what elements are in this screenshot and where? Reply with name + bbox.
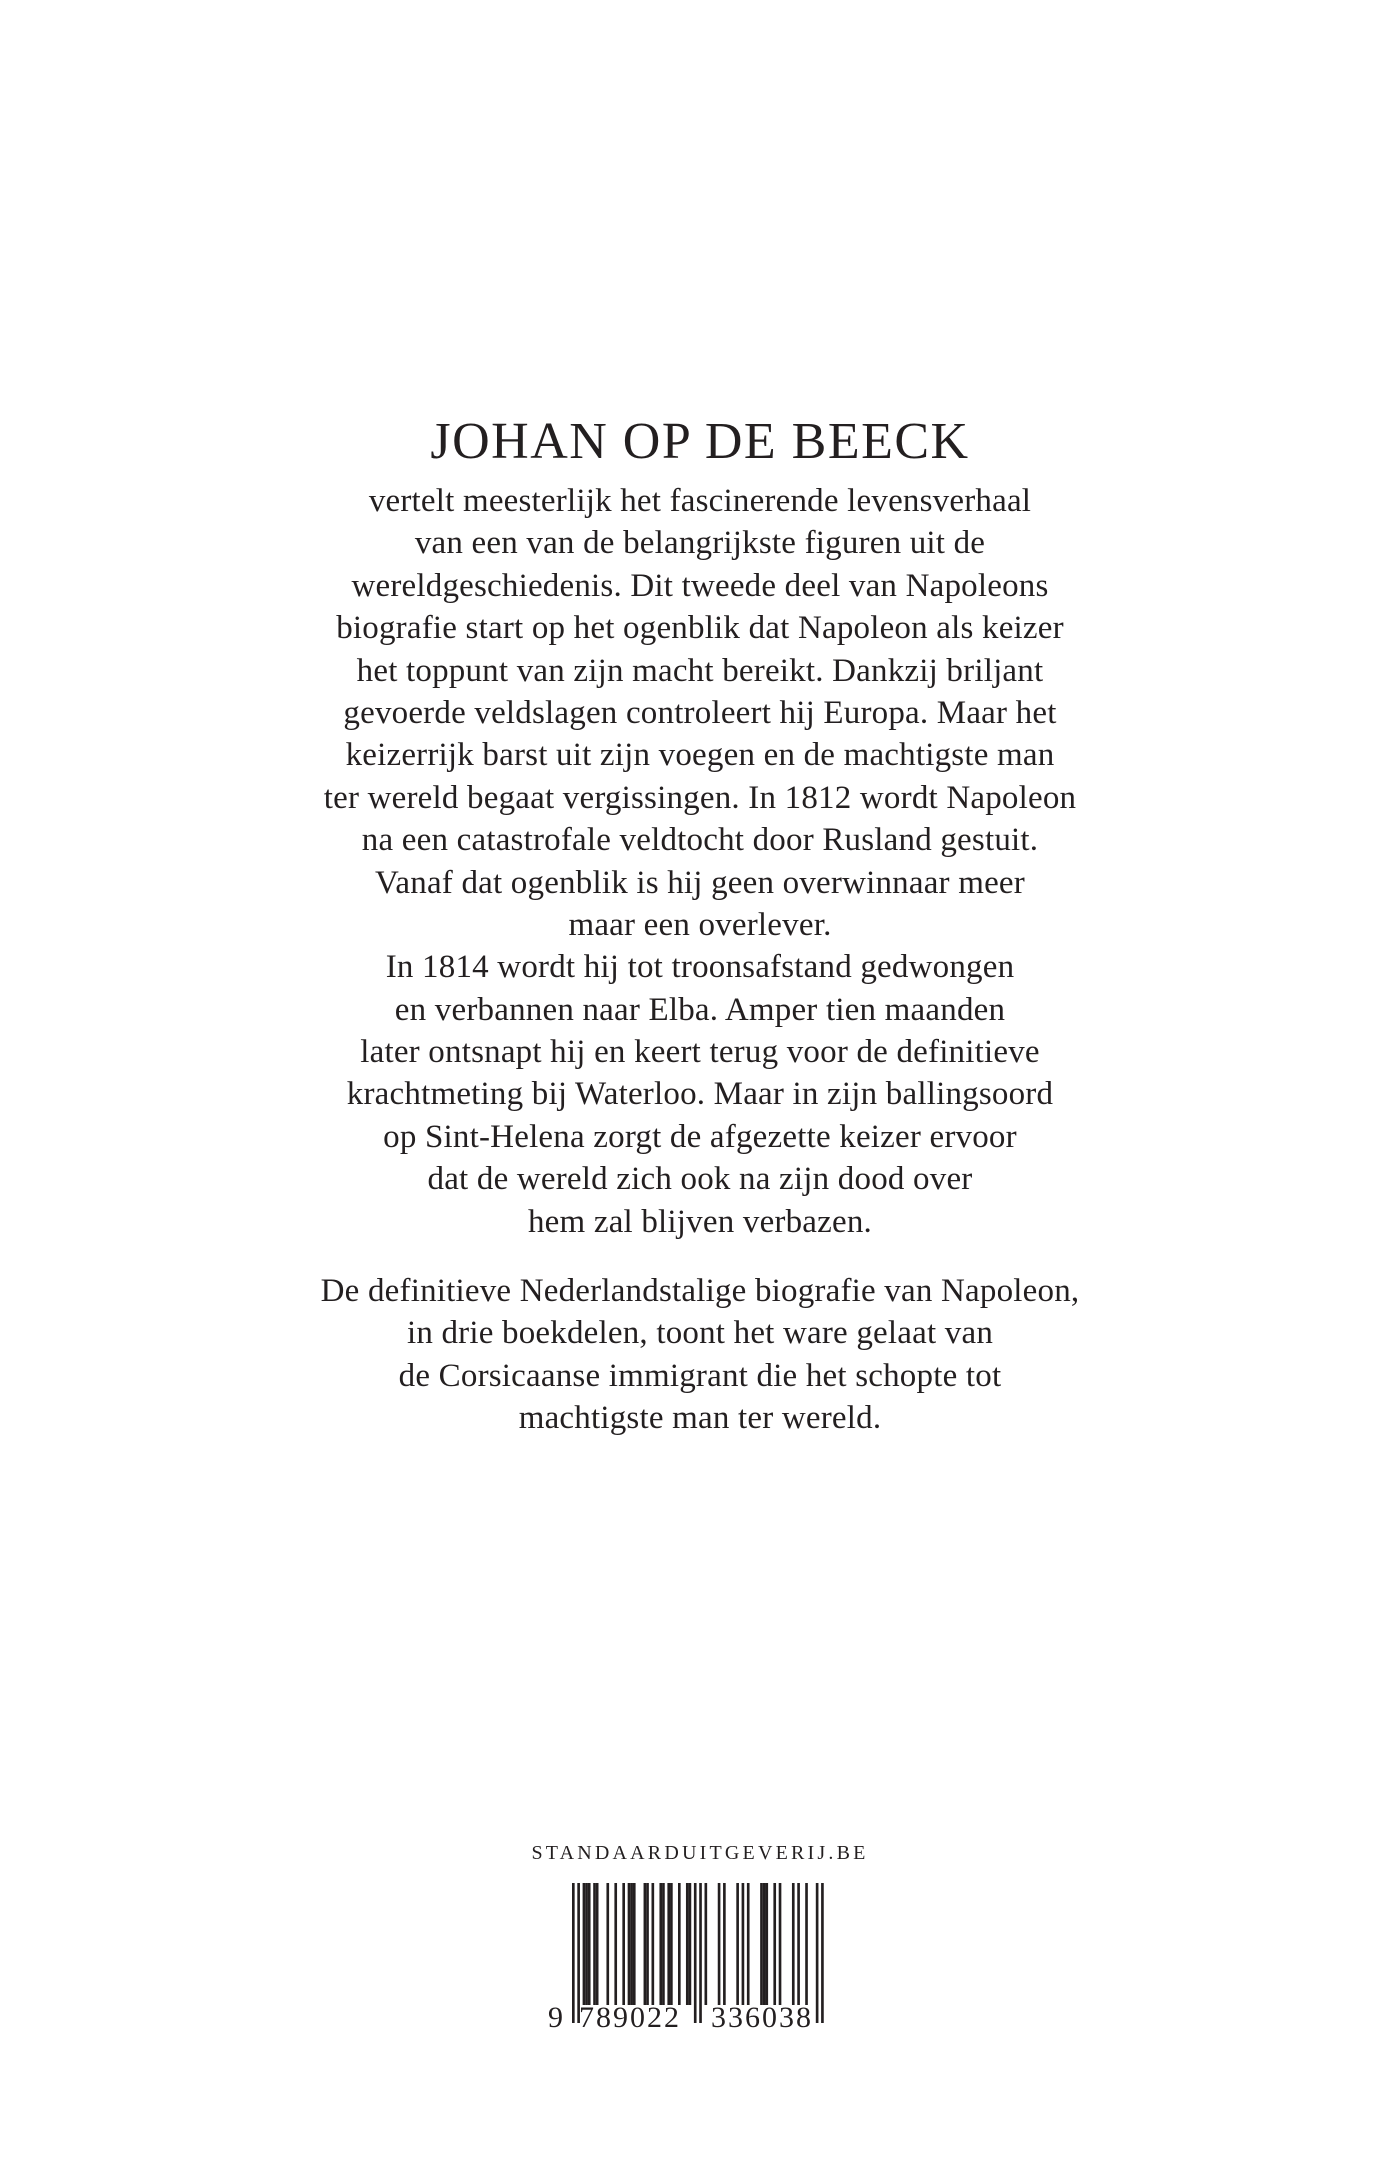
barcode-bar xyxy=(652,1883,655,2005)
blurb-line: hem zal blijven verbazen. xyxy=(527,1203,872,1240)
blurb-line: en verbannen naar Elba. Amper tien maanden xyxy=(394,991,1006,1028)
barcode-guard-bar xyxy=(821,1883,824,2023)
author-name: JOHAN OP DE BEECK xyxy=(430,413,970,470)
barcode-guard-bar xyxy=(816,1883,819,2023)
barcode-bar xyxy=(633,1883,636,2005)
barcode-bar xyxy=(630,1883,633,2005)
blurb-line: ter wereld begaat vergissingen. In 1812 wordt Napoleon xyxy=(323,779,1077,816)
barcode-bar xyxy=(583,1883,586,2005)
barcode-bar xyxy=(646,1883,649,2005)
barcode-bar xyxy=(736,1883,739,2005)
barcode-bar xyxy=(747,1883,750,2005)
isbn-right-group: 336038 xyxy=(711,2001,813,2033)
blurb-line: na een catastrofale veldtocht door Rusland gestuit. xyxy=(361,822,1039,859)
blurb-line: dat de wereld zich ook na zijn dood over xyxy=(427,1161,973,1198)
barcode-bar xyxy=(779,1883,782,2005)
barcode-bar xyxy=(765,1883,768,2005)
blurb-line: biografie start op het ogenblik dat Napoleon als keizer xyxy=(336,610,1064,647)
barcode-bar xyxy=(689,1883,692,2005)
publisher-url: STANDAARDUITGEVERIJ.BE xyxy=(531,1842,869,1864)
barcode-bar xyxy=(678,1883,681,2005)
blurb-line: Vanaf dat ogenblik is hij geen overwinnaar meer xyxy=(375,864,1025,901)
barcode-bar xyxy=(622,1883,625,2005)
blurb-line: later ontsnapt hij en keert terug voor de definitieve xyxy=(360,1034,1040,1071)
blurb-line: krachtmeting bij Waterloo. Maar in zijn ballingsoord xyxy=(346,1076,1054,1113)
closing-line: de Corsicaanse immigrant die het schopte tot xyxy=(398,1357,1002,1394)
blurb-line: maar een overlever. xyxy=(568,906,832,943)
barcode-bar xyxy=(760,1883,763,2005)
barcode-bar xyxy=(742,1883,745,2005)
barcode-bar xyxy=(644,1883,647,2005)
barcode-bar xyxy=(792,1883,795,2005)
closing-line: De definitieve Nederlandstalige biografie van Napoleon, xyxy=(320,1273,1080,1309)
barcode-bar xyxy=(805,1883,808,2005)
barcode-bar xyxy=(686,1883,689,2005)
closing-line: machtigste man ter wereld. xyxy=(518,1400,882,1437)
isbn-left-group: 789022 xyxy=(579,2001,681,2033)
blurb-line: In 1814 wordt hij tot troonsafstand gedwongen xyxy=(385,949,1015,986)
barcode-bar xyxy=(723,1883,726,2005)
barcode-guard-bar xyxy=(694,1883,697,2023)
blurb-line: van een van de belangrijkste figuren uit de xyxy=(414,525,986,562)
blurb-paragraph xyxy=(0,480,1400,1243)
barcode-guard-bar xyxy=(699,1883,702,2023)
barcode-bar xyxy=(662,1883,665,2005)
barcode-bar xyxy=(588,1883,591,2005)
blurb-line: het toppunt van zijn macht bereikt. Dankzij briljant xyxy=(356,652,1044,689)
barcode-bar xyxy=(797,1883,800,2005)
blurb-line: op Sint-Helena zorgt de afgezette keizer ervoor xyxy=(383,1118,1017,1155)
barcode-bar xyxy=(606,1883,609,2005)
blurb-line: vertelt meesterlijk het fascinerende levensverhaal xyxy=(368,483,1032,519)
closing-paragraph xyxy=(0,1270,1400,1440)
isbn-first-digit: 9 xyxy=(548,2001,563,2033)
barcode-bar xyxy=(628,1883,631,2005)
barcode-guard-bar xyxy=(572,1883,575,2023)
barcode-bar xyxy=(763,1883,766,2005)
barcode-bar xyxy=(667,1883,670,2005)
barcode-bar xyxy=(593,1883,596,2005)
isbn-barcode xyxy=(548,1883,852,2033)
blurb-line: keizerrijk barst uit zijn voegen en de machtigste man xyxy=(345,737,1055,774)
barcode-bar xyxy=(670,1883,673,2005)
barcode-bar xyxy=(659,1883,662,2005)
barcode-bar xyxy=(585,1883,588,2005)
barcode-bar xyxy=(718,1883,721,2005)
barcode-bar xyxy=(705,1883,708,2005)
blurb-line: wereldgeschiedenis. Dit tweede deel van Napoleons xyxy=(351,567,1049,604)
barcode-bar xyxy=(596,1883,599,2005)
closing-line: in drie boekdelen, toont het ware gelaat van xyxy=(406,1315,994,1352)
barcode-bar xyxy=(773,1883,776,2005)
barcode-bar xyxy=(614,1883,617,2005)
blurb-line: gevoerde veldslagen controleert hij Europa. Maar het xyxy=(343,694,1057,731)
